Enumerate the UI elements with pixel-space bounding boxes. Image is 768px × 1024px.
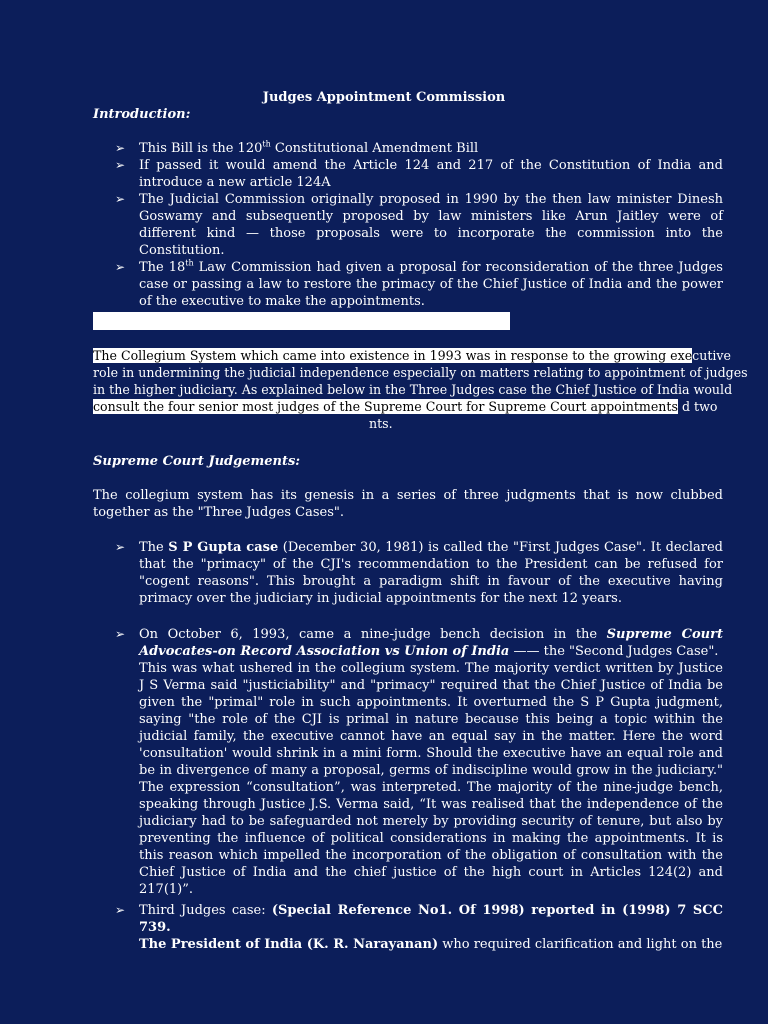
judgements-list bbox=[115, 539, 723, 607]
arrow-bullet-icon: ➢ bbox=[115, 627, 126, 641]
supreme-court-heading: Supreme Court Judgements: bbox=[93, 454, 301, 469]
list-item: ➢ The 18th Law Commission had given a proposal for reconsideration of the three Judges case or passing a law to restore the primacy of the Chief Justice of India and the power of the executive to make the appointments. bbox=[115, 258, 723, 309]
arrow-bullet-icon: ➢ bbox=[115, 540, 126, 554]
introduction-list bbox=[115, 140, 723, 310]
document-title: Judges Appointment Commission bbox=[262, 90, 506, 105]
introduction-heading: Introduction: bbox=[93, 107, 191, 122]
collegium-paragraph bbox=[93, 347, 748, 432]
arrow-bullet-icon: ➢ bbox=[115, 260, 126, 274]
list-item: ➢ The S P Gupta case (December 30, 1981) is called the "First Judges Case". It declared that the "primacy" of the CJI's recommendation to the President can be refused for "cogent reasons". This brought a paradigm shift in favour of the executive having primacy over the judiciary in judicial appointments for the next 12 years. bbox=[115, 540, 724, 606]
list-item: ➢ Third Judges case: (Special Reference No1. Of 1998) reported in (1998) 7 SCC 739. The President of India (K. R. Narayanan) who required clarification and light on the bbox=[115, 903, 723, 952]
list-item: ➢ This Bill is the 120th Constitutional Amendment Bill bbox=[115, 139, 479, 156]
judgements-list bbox=[115, 902, 723, 953]
list-item: ➢ If passed it would amend the Article 124 and 217 of the Constitution of India and introduce a new article 124A bbox=[115, 158, 723, 190]
list-item: ➢ The Judicial Commission originally proposed in 1990 by the then law minister Dinesh Goswamy and subsequently proposed by law ministers like Arun Jaitley were of different kind — those proposals were to incorporate the commission into the Constitution. bbox=[115, 192, 723, 258]
arrow-bullet-icon: ➢ bbox=[115, 192, 126, 206]
arrow-bullet-icon: ➢ bbox=[115, 141, 126, 155]
arrow-bullet-icon: ➢ bbox=[115, 158, 126, 172]
paragraph-line: role in undermining the judicial independence especially on matters relating to appointment of judges bbox=[93, 365, 748, 380]
paragraph-line: The Collegium System which came into existence in 1993 was in response to the growing executive bbox=[93, 348, 731, 363]
supreme-court-intro: The collegium system has its genesis in a series of three judgments that is now clubbed together as the "Three Judges Cases". bbox=[93, 488, 723, 520]
redaction-bar bbox=[93, 312, 510, 330]
paragraph-line: consult the four senior most judges of the Supreme Court for Supreme Court appointments d two bbox=[93, 399, 718, 414]
judgements-list bbox=[115, 626, 723, 898]
list-item: ➢ On October 6, 1993, came a nine-judge bench decision in the Supreme Court Advocates-on Record Association vs Union of India —— the "Second Judges Case". This was what ushered in the collegium system. The majority verdict written by Justice J S Verma said "justiciability" and "primacy" required that the Chief Justice of India be given the "primal" role in such appointments. It overturned the S P Gupta judgment, saying "the role of the CJI is primal in nature because this being a topic within the judicial family, the executive cannot have an equal say in the matter. Here the word 'consultation' would shrink in a mini form. Should the executive have an equal role and be in divergence of many a proposal, germs of indiscipline would grow in the judiciary." The expression “consultation”, was interpreted. The majority of the nine-judge bench, speaking through Justice J.S. Verma said, “It was realised that the independence of the judiciary had to be safeguarded not merely by providing security of tenure, but also by preventing the influence of political considerations in making the appointments. It is this reason which impelled the incorporation of the obligation of consultation with the Chief Justice of India and the chief justice of the high court in Articles 124(2) and 217(1)”. bbox=[115, 627, 723, 897]
arrow-bullet-icon: ➢ bbox=[115, 903, 126, 917]
paragraph-line: nts. bbox=[369, 416, 393, 431]
paragraph-line: in the higher judiciary. As explained below in the Three Judges case the Chief Justice of India would bbox=[93, 382, 733, 397]
